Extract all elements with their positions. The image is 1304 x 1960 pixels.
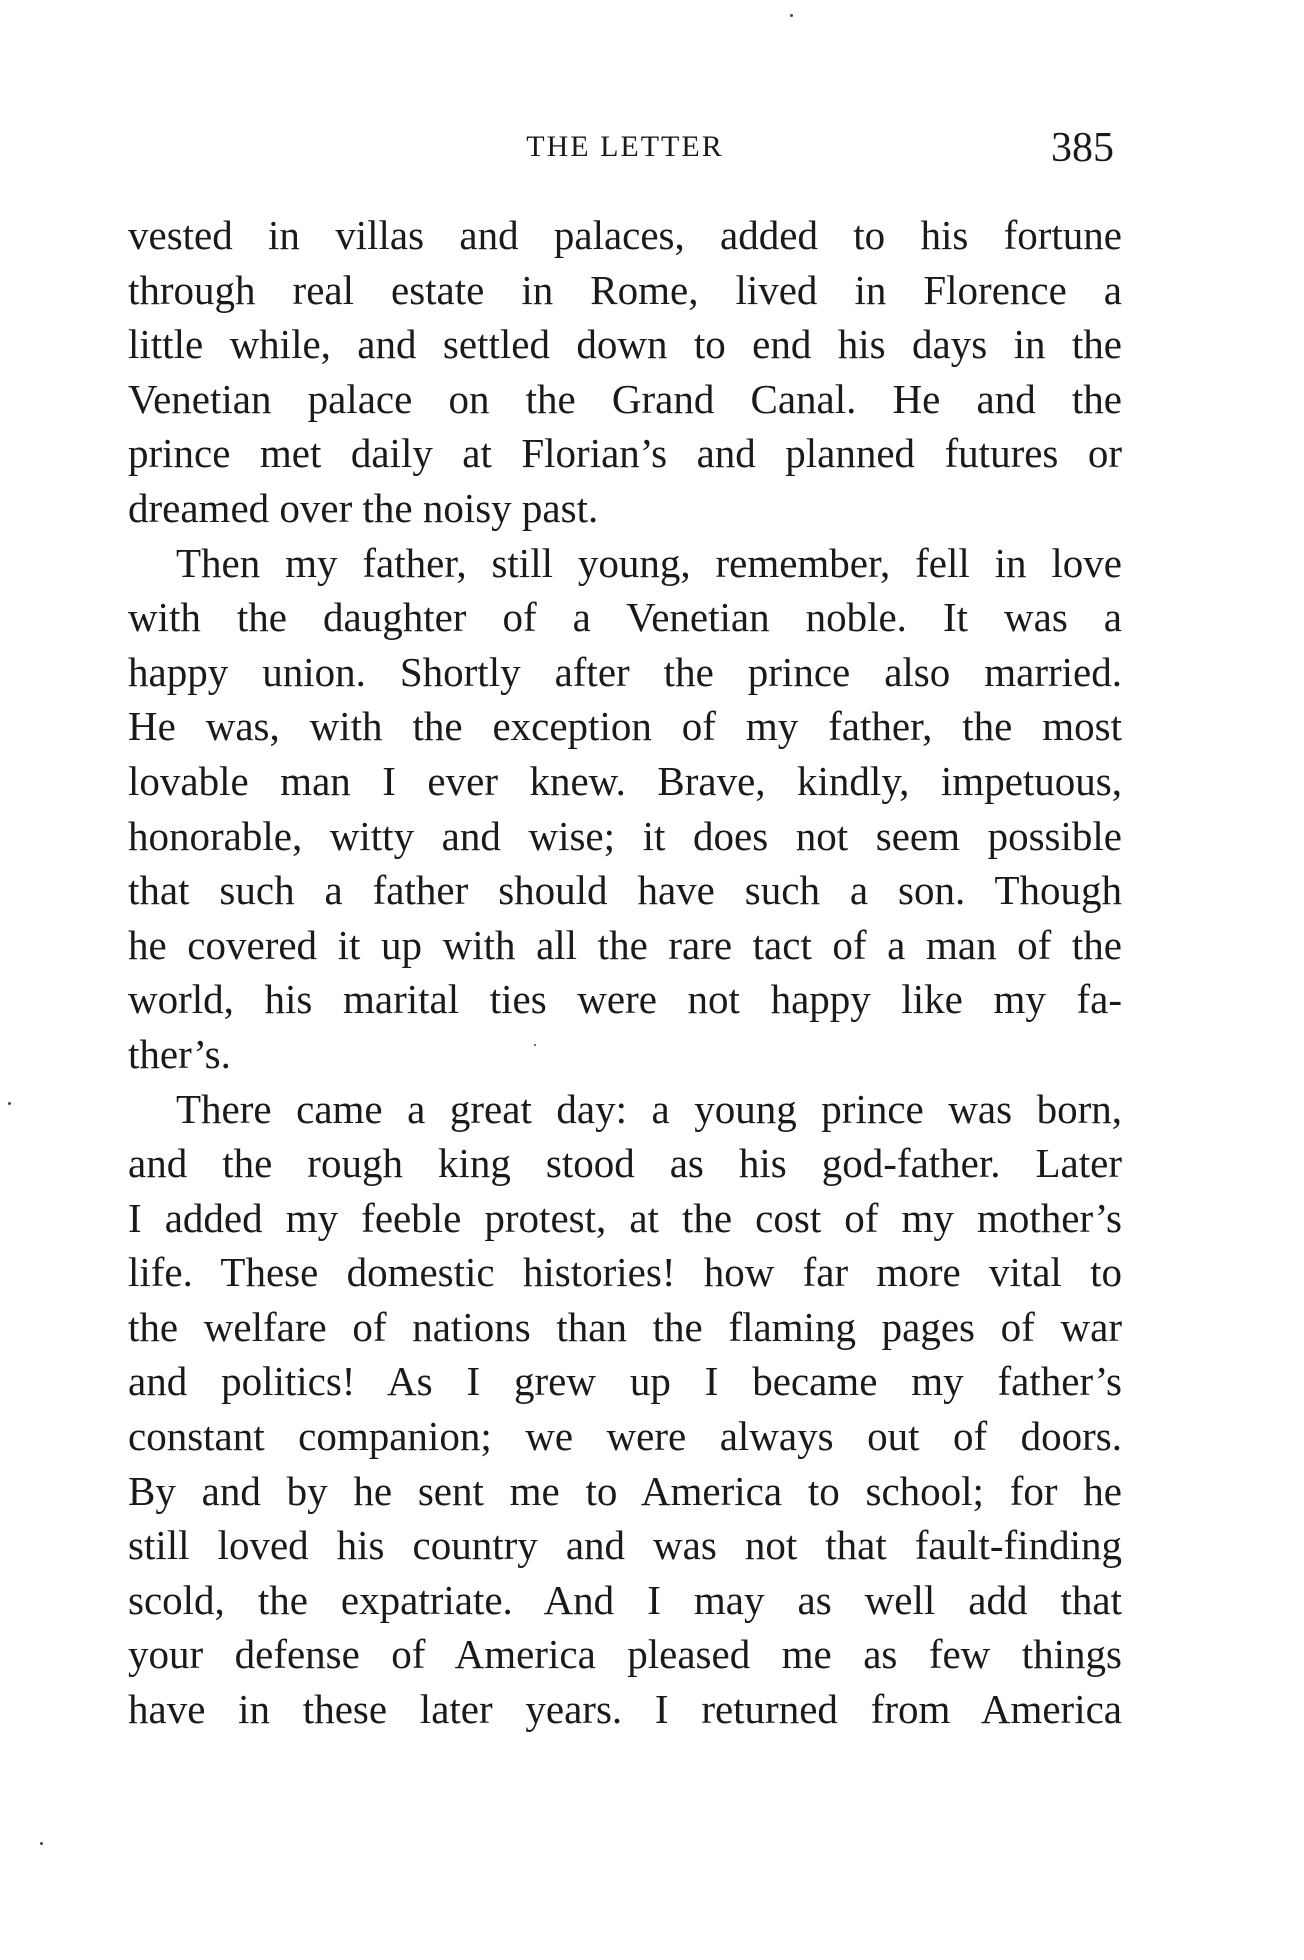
- text-line: and politics! As I grew up I became my father’s: [128, 1358, 1122, 1405]
- text-line: still loved his country and was not that fault-finding: [128, 1522, 1122, 1569]
- page-number: 385: [1051, 125, 1114, 171]
- scan-speck: [790, 14, 793, 17]
- scan-speck: [8, 1102, 11, 1105]
- text-line: your defense of America pleased me as few things: [128, 1631, 1122, 1678]
- text-line: and the rough king stood as his god-father. Later: [128, 1140, 1122, 1187]
- text-line: that such a father should have such a son. Though: [128, 867, 1122, 914]
- text-line: I added my feeble protest, at the cost of my mother’s: [128, 1194, 1122, 1241]
- text-line: with the daughter of a Venetian noble. It was a: [128, 594, 1122, 641]
- text-line: constant companion; we were always out of doors.: [128, 1413, 1122, 1460]
- text-line: he covered it up with all the rare tact of a man of the: [128, 921, 1122, 968]
- text-line: By and by he sent me to America to school; for he: [128, 1467, 1122, 1514]
- running-title: THE LETTER: [526, 130, 724, 163]
- text-line: ther’s.: [128, 1030, 231, 1077]
- text-line: scold, the expatriate. And I may as well add that: [128, 1576, 1122, 1623]
- text-line: life. These domestic histories! how far more vital to: [128, 1249, 1122, 1296]
- text-line: happy union. Shortly after the prince also married.: [128, 648, 1122, 695]
- scan-speck: [40, 1842, 43, 1845]
- text-line: little while, and settled down to end his days in the: [128, 321, 1122, 368]
- scan-speck: [534, 1044, 536, 1046]
- body-text: [128, 208, 1122, 1737]
- text-line: the welfare of nations than the flaming pages of war: [128, 1303, 1122, 1350]
- paragraph-first-line: There came a great day: a young prince was born,: [176, 1085, 1122, 1132]
- text-line: through real estate in Rome, lived in Florence a: [128, 266, 1122, 313]
- text-line: have in these later years. I returned from America: [128, 1686, 1122, 1733]
- text-line: He was, with the exception of my father, the most: [128, 703, 1122, 750]
- text-line: vested in villas and palaces, added to his fortune: [128, 212, 1122, 258]
- running-head: [128, 124, 1122, 174]
- text-line: honorable, witty and wise; it does not seem possible: [128, 812, 1122, 859]
- text-line: Venetian palace on the Grand Canal. He and the: [128, 375, 1122, 422]
- text-line: lovable man I ever knew. Brave, kindly, impetuous,: [128, 757, 1122, 804]
- paragraph-first-line: Then my father, still young, remember, fell in love: [176, 539, 1122, 586]
- text-line: world, his marital ties were not happy like my fa-: [128, 976, 1122, 1023]
- text-line: dreamed over the noisy past.: [128, 484, 599, 531]
- text-line: prince met daily at Florian’s and planned futures or: [128, 430, 1122, 477]
